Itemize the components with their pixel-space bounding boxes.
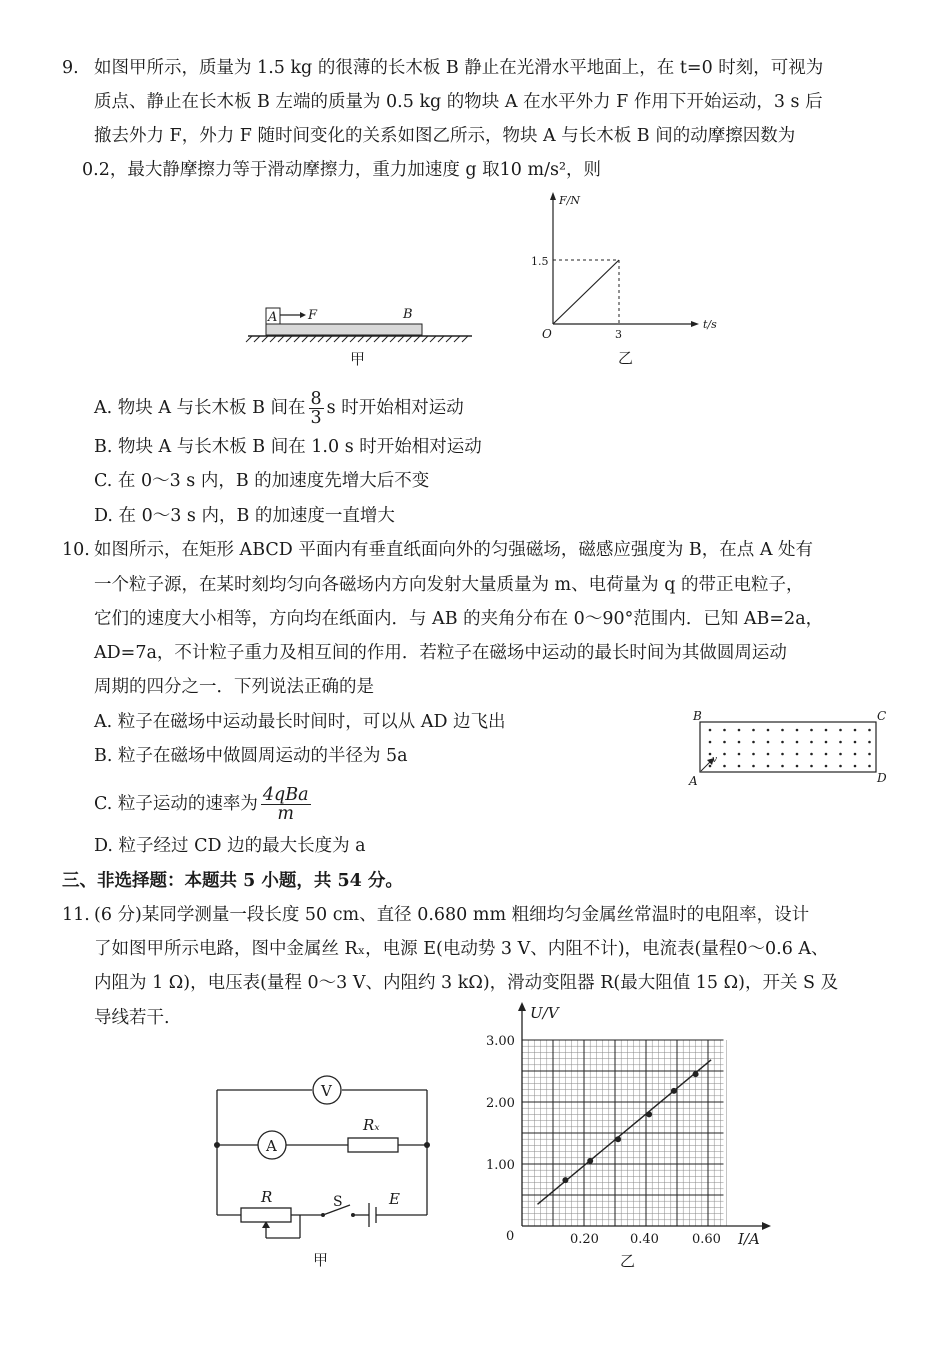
q9-number: 9.: [62, 58, 79, 78]
q9-figure-yi: [525, 188, 735, 368]
q10-option-C: C. 粒子运动的速率为 $\frac{\text{4qBa}}{m}$: [94, 785, 309, 824]
y-tick-3: 3.00: [486, 1034, 515, 1049]
data-point-6: [693, 1071, 699, 1077]
q9-option-B: B. 物块 A 与长木板 B 间在 1.0 s 时开始相对运动: [94, 437, 482, 457]
yi-ytick: 1.5: [531, 255, 549, 268]
y-tick-1: 1.00: [486, 1158, 515, 1173]
ammeter-label: A: [266, 1137, 277, 1155]
F-t-line: [553, 260, 619, 324]
q9-figure-jia: [240, 298, 480, 373]
rheostat-R: [241, 1208, 291, 1222]
velocity-label: v: [712, 755, 718, 765]
caption-yi: 乙: [618, 349, 634, 367]
q10-optC-fraction: $\frac{\text{4qBa}}{m}$: [262, 785, 309, 824]
label-S: S: [333, 1194, 343, 1210]
yi-ylabel: F/N: [559, 194, 580, 207]
q11-line-4: 导线若干.: [94, 1008, 170, 1028]
q9-line-2: 质点、静止在长木板 B 左端的质量为 0.5 kg 的物块 A 在水平外力 F 作用下开始运动，3 s 后: [94, 92, 823, 112]
switch-contact: [351, 1213, 355, 1217]
q9-line-4: 0.2，最大静摩擦力等于滑动摩擦力，重力加速度 g 取10 m/s²，则: [82, 160, 601, 180]
caption-jia: 甲: [350, 350, 366, 368]
q9-option-D: D. 在 0～3 s 内，B 的加速度一直增大: [94, 506, 395, 526]
label-B: B: [403, 307, 413, 322]
corner-A: A: [689, 774, 698, 788]
label-Rx: Rₓ: [363, 1116, 380, 1134]
label-E: E: [389, 1190, 400, 1208]
yi-xtick: 3: [615, 328, 622, 341]
data-point-3: [615, 1136, 621, 1142]
x-tick-3: 0.60: [692, 1232, 721, 1247]
q9-line-3: 撤去外力 F，外力 F 随时间变化的关系如图乙所示，物块 A 与长木板 B 间的动摩擦因数为: [94, 126, 796, 146]
x-axis-label: I/A: [738, 1230, 760, 1248]
q10-number: 10.: [62, 540, 90, 560]
q10-option-D: D. 粒子经过 CD 边的最大长度为 a: [94, 836, 366, 856]
section-3-heading: 三、非选择题：本题共 5 小题，共 54 分。: [62, 871, 403, 891]
q10-line-4: AD=7a，不计粒子重力及相互间的作用．若粒子在磁场中运动的最长时间为其做圆周运动: [94, 643, 787, 663]
caption-circuit: 甲: [313, 1251, 329, 1269]
q9-line-1: 如图甲所示，质量为 1.5 kg 的很薄的长木板 B 静止在光滑水平地面上，在 t=0 时刻，可视为: [94, 58, 824, 78]
node-left: [214, 1142, 220, 1148]
data-point-2: [587, 1158, 593, 1164]
x-tick-1: 0.20: [570, 1232, 599, 1247]
q10-line-3: 它们的速度大小相等，方向均在纸面内．与 AB 的夹角分布在 0～90°范围内．已知 AB=2a，: [94, 609, 824, 629]
q10-figure: [688, 708, 893, 788]
q9-option-A: A. 物块 A 与长木板 B 间在 $\frac{8}{3}$ s 时开始相对运动: [94, 389, 464, 428]
q11-line-2: 了如图甲所示电路，图中金属丝 Rₓ，电源 E(电动势 3 V、内阻不计)，电流表(量程0～0.6 A、: [94, 939, 829, 959]
data-point-1: [562, 1177, 568, 1183]
q9-option-C: C. 在 0～3 s 内，B 的加速度先增大后不变: [94, 471, 430, 491]
q9-optA-fraction: $\frac{8}{3}$: [310, 389, 322, 428]
origin-label: 0: [506, 1229, 515, 1244]
switch-pivot: [321, 1213, 325, 1217]
corner-B: B: [693, 709, 702, 723]
q10-line-2: 一个粒子源，在某时刻均匀向各磁场内方向发射大量质量为 m、电荷量为 q 的带正电粒子，: [94, 575, 804, 595]
q11-circuit: [205, 1070, 440, 1270]
field-dots: [709, 729, 871, 768]
corner-D: D: [877, 771, 887, 785]
q11-line-3: 内阻为 1 Ω)，电压表(量程 0～3 V、内阻约 3 kΩ)，滑动变阻器 R(最大阻值 15 Ω)，开关 S 及: [94, 973, 839, 993]
q11-ui-graph: [470, 1000, 790, 1275]
q10-option-A: A. 粒子在磁场中运动最长时间时，可以从 AD 边飞出: [94, 712, 506, 732]
node-right: [424, 1142, 430, 1148]
voltmeter-label: V: [321, 1082, 332, 1100]
caption-graph: 乙: [620, 1252, 636, 1270]
y-tick-2: 2.00: [486, 1096, 515, 1111]
data-point-4: [646, 1111, 652, 1117]
q10-line-5: 周期的四分之一．下列说法正确的是: [94, 677, 374, 697]
label-R: R: [261, 1188, 273, 1206]
q10-line-1: 如图所示，在矩形 ABCD 平面内有垂直纸面向外的匀强磁场，磁感应强度为 B，在点 A 处有: [94, 540, 814, 560]
label-F: F: [308, 308, 318, 323]
resistor-Rx: [348, 1138, 398, 1152]
x-tick-2: 0.40: [630, 1232, 659, 1247]
yi-origin: O: [542, 327, 552, 341]
corner-C: C: [877, 709, 887, 723]
q11-line-1: (6 分)某同学测量一段长度 50 cm、直径 0.680 mm 粗细均匀金属丝常温时的电阻率，设计: [94, 905, 810, 925]
label-A: A: [268, 310, 278, 325]
data-point-5: [671, 1088, 677, 1094]
y-axis-label: U/V: [530, 1004, 559, 1022]
yi-xlabel: t/s: [703, 318, 717, 331]
q11-number: 11.: [62, 905, 90, 925]
q10-option-B: B. 粒子在磁场中做圆周运动的半径为 5a: [94, 746, 408, 766]
board-B: [266, 324, 422, 335]
